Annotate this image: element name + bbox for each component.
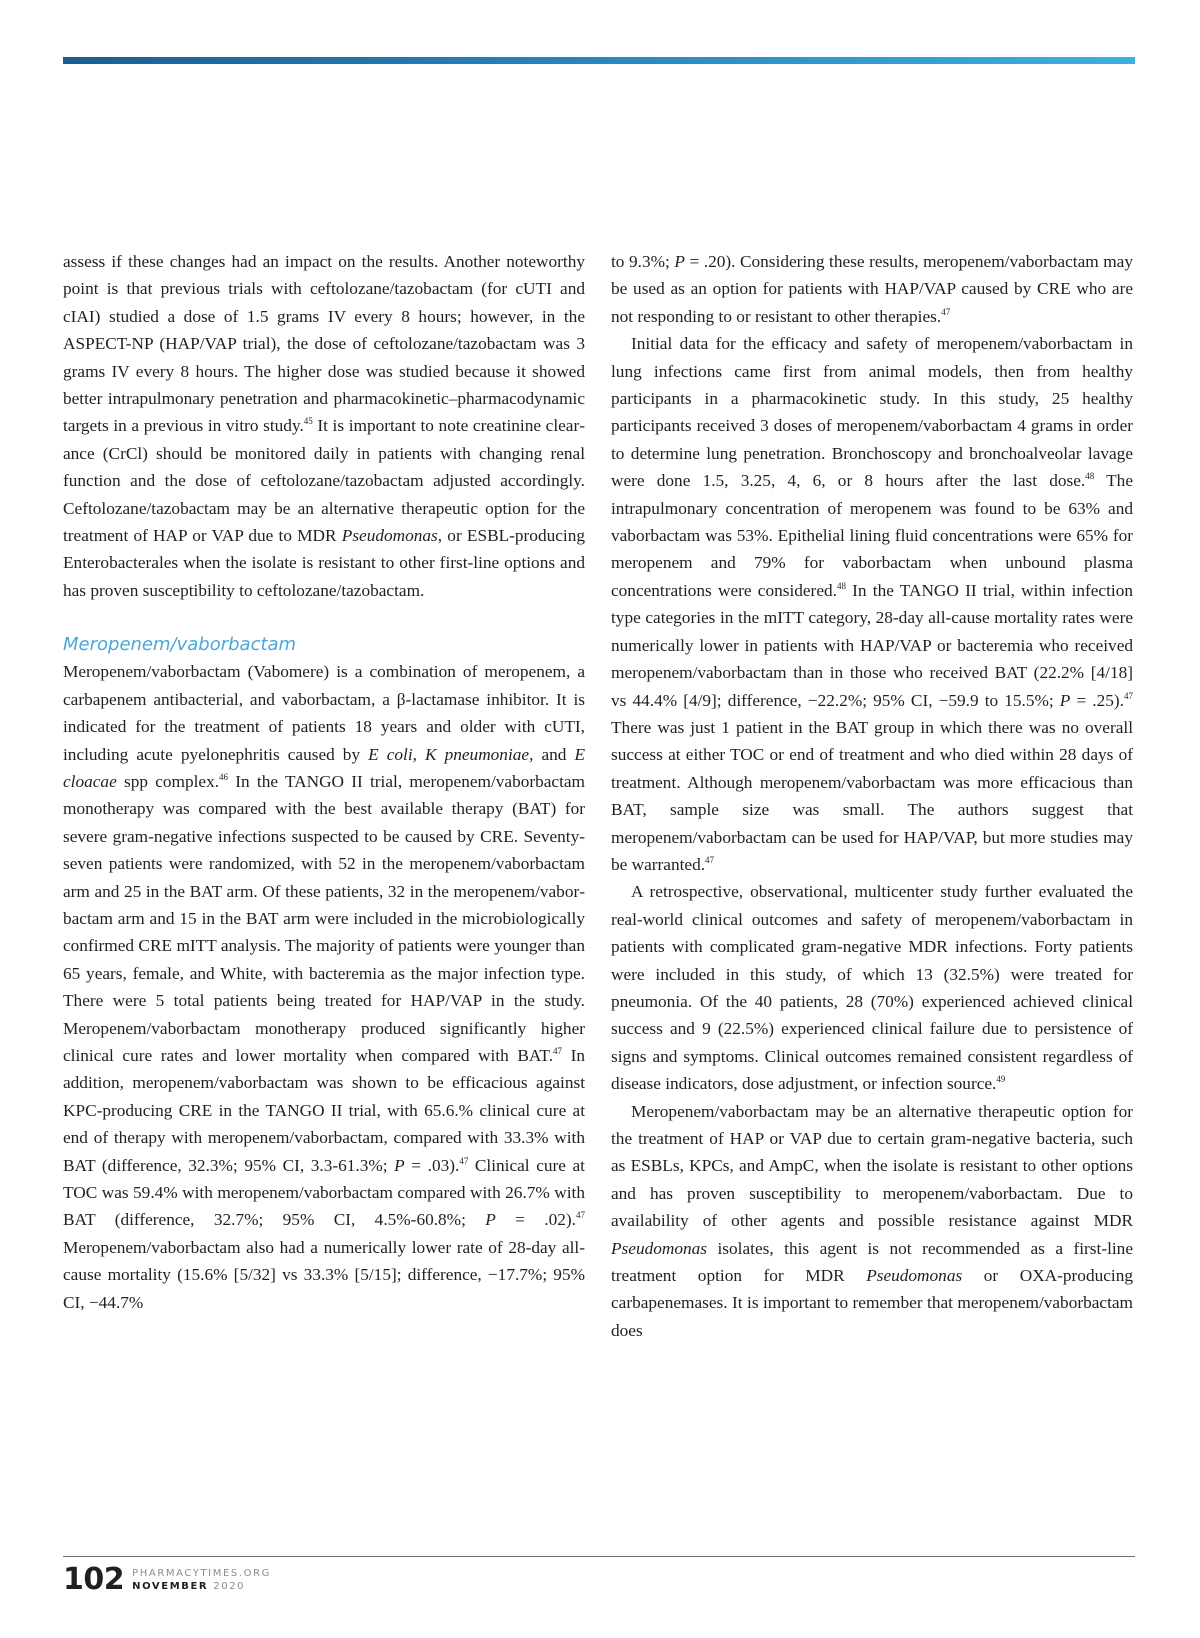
italic-text: E cloacae bbox=[63, 744, 585, 791]
text-run: In addition, meropenem/vaborbactam was shown to be efficacious against KPC-producing CRE in the TANGO II trial, with 65.6.% clinical cure at end of therapy with meropenem/vaborbactam, compared with 33.3% with BAT (difference, 32.3%; 95% CI, 3.3-61.3%; bbox=[63, 1045, 586, 1175]
paragraph bbox=[611, 248, 1133, 330]
reference-superscript: 47 bbox=[705, 854, 715, 865]
text-run: isolates, this agent is not recommended as a first-line treatment option for MDR bbox=[611, 1238, 1133, 1286]
paragraph bbox=[611, 330, 1133, 878]
paragraph bbox=[63, 248, 585, 604]
right-column bbox=[611, 248, 1133, 1344]
text-run: to 9.3%; bbox=[611, 252, 675, 271]
text-run: In the TANGO II trial, meropenem/vaborbactam monotherapy was compared with the best available therapy (BAT) for severe gram-negative infections suspected to be caused by CRE. Seventy-seven patients were randomized, with 52 in the meropenem/vaborbactam arm and 25 in the BAT arm. Of these patients, 32 in the meropenem/vaborbactam arm and 15 in the BAT arm were included in the microbiologically confirmed CRE mITT analysis. The majority of patients were younger than 65 years, female, and White, with bacteremia as the major infection type. There were 5 total patients being treated for HAP/VAP in the study. Meropenem/vaborbactam monotherapy produced significantly higher clinical cure rates and lower mortality when compared with BAT. bbox=[63, 771, 586, 1065]
italic-text: P bbox=[674, 252, 685, 271]
page-footer bbox=[63, 1560, 271, 1600]
text-run: = .20). Considering these results, meropenem/vaborbactam may be used as an option for patients with HAP/VAP caused by CRE who are not responding to or resistant to other therapies. bbox=[611, 252, 1133, 326]
footer-rule bbox=[63, 1556, 1135, 1557]
reference-superscript: 47 bbox=[1124, 690, 1133, 701]
text-run: Meropenem/vaborbactam (Vabomere) is a combination of meropenem, a carbapenem antibacterial, and vaborbactam, a β-lactamase inhibitor. It is indicated for the treatment of patients 18 years and older with cUTI, including acute pyelonephritis caused by bbox=[63, 662, 585, 764]
italic-text: P bbox=[394, 1155, 405, 1175]
issue-date bbox=[132, 1580, 271, 1593]
text-run: = .02). bbox=[495, 1210, 576, 1230]
text-run: A retrospective, observational, multicenter study further evaluated the real-world clinical outcomes and safety of meropenem/vaborbactam in patients with complicated gram-negative MDR infections. Forty patients were included in this study, of which 13 (32.5%) were treated for pneumonia. Of the 40 patients, 28 (70%) experienced achieved clinical success and 9 (22.5%) experienced clinical failure due to persistence of signs and symptoms. Clinical outcomes remained consistent regardless of disease indicators, dose adjustment, or infection source. bbox=[611, 882, 1133, 1094]
reference-superscript: 48 bbox=[836, 580, 846, 591]
italic-text: E coli, K pneumoniae, bbox=[368, 744, 534, 764]
italic-text: P bbox=[1059, 690, 1071, 710]
reference-superscript: 47 bbox=[575, 1210, 585, 1221]
text-run: = .03). bbox=[404, 1155, 460, 1175]
issue-month: NOVEMBER bbox=[132, 1581, 209, 1592]
paragraph bbox=[63, 658, 585, 1316]
reference-superscript: 49 bbox=[996, 1074, 1006, 1085]
section-heading: Meropenem/vaborbactam bbox=[63, 634, 297, 656]
reference-superscript: 46 bbox=[219, 771, 229, 782]
reference-superscript: 45 bbox=[303, 416, 313, 427]
text-run: spp complex. bbox=[116, 771, 220, 791]
text-run: and bbox=[533, 744, 575, 764]
italic-text: Pseudomonas bbox=[341, 526, 438, 546]
text-run: Meropenem/vaborbactam may be an alternative therapeutic option for the treatment of HAP or VAP due to certain gram-negative bacteria, such as ESBLs, KPCs, and AmpC, when the isolate is resistant to other options and has proven susceptibility to meropenem/vaborbactam. Due to availability of other agents and possible resistance against MDR bbox=[611, 1101, 1133, 1231]
publication-info bbox=[132, 1567, 271, 1593]
italic-text: Pseudomonas bbox=[866, 1266, 963, 1286]
text-run: Clinical cure at TOC was 59.4% with meropenem/vaborbactam compared with 26.7% with BAT (difference, 32.7%; 95% CI, 4.5%-60.8%; bbox=[63, 1155, 585, 1230]
paragraph bbox=[611, 1098, 1133, 1345]
reference-superscript: 47 bbox=[941, 306, 951, 317]
text-run: = .25). bbox=[1070, 690, 1124, 710]
italic-text: P bbox=[485, 1210, 496, 1230]
text-run: The intrapulmonary concentration of meropenem was found to be 63% and vaborbactam was 53%. Epithelial lining fluid concentrations were 65% for meropenem and 79% for vaborbactam when unbound plasma concentrations were considered. bbox=[611, 471, 1133, 600]
website-label: PHARMACYTIMES.ORG bbox=[132, 1568, 271, 1579]
top-color-rule bbox=[63, 57, 1135, 64]
text-run: In the TANGO II trial, within infection type categories in the mITT category, 28-day all-cause mortality rates were numerically lower in patients with HAP/VAP or bacteremia who received meropenem/vaborbactam than in those who received BAT (22.2% [4/18] vs 44.4% [4/9]; difference, −22.2%; 95% CI, −59.9 to 15.5%; bbox=[611, 580, 1133, 710]
reference-superscript: 48 bbox=[1085, 471, 1095, 482]
text-run: , or ESBL-producing Enterobacterales when the isolate is resistant to other first-line options and has proven susceptibility to ceftolozane/tazobactam. bbox=[63, 526, 585, 600]
text-run: There was just 1 patient in the BAT group in which there was no overall success at either TOC or end of treatment and who died within 28 days of treatment. Although meropenem/vaborbactam was more efficacious than BAT, sample size was small. The authors suggest that meropenem/vaborbactam can be used for HAP/VAP, but more studies may be warranted. bbox=[611, 717, 1133, 874]
reference-superscript: 47 bbox=[553, 1045, 563, 1056]
issue-year: 2020 bbox=[213, 1581, 246, 1592]
paragraph bbox=[611, 878, 1133, 1097]
left-column bbox=[63, 248, 585, 1316]
text-run: assess if these changes had an impact on the results. Another noteworthy point is that previous trials with ceftolozane/tazobactam (for cUTI and cIAI) studied a dose of 1.5 grams IV every 8 hours; however, in the ASPECT-NP (HAP/VAP trial), the dose of ceftolozane/tazobactam was 3 grams IV every 8 hours. The higher dose was studied because it showed better intrapulmonary penetration and pharmacokinetic–pharmacodynamic targets in a previous in vitro study. bbox=[63, 252, 585, 436]
page-number: 102 bbox=[63, 1562, 125, 1597]
text-run: or OXA-producing carbapenemases. It is important to remember that meropenem/vaborbactam does bbox=[611, 1266, 1133, 1340]
reference-superscript: 47 bbox=[459, 1155, 469, 1166]
italic-text: Pseudomonas bbox=[611, 1238, 708, 1258]
text-run: It is important to note creatinine clearance (CrCl) should be monitored daily in patients with changing renal function and the dose of ceftolozane/tazobactam adjusted accordingly. Ceftolozane/tazobactam may be an alternative therapeutic option for the treatment of HAP or VAP due to MDR bbox=[63, 416, 585, 546]
text-run: Initial data for the efficacy and safety of meropenem/vaborbactam in lung infections came first from animal models, then from healthy participants in a pharmacokinetic study. In this study, 25 healthy participants received 3 doses of meropenem/vaborbactam 4 grams in order to determine lung penetration. Bronchoscopy and bronchoalveolar lavage were done 1.5, 3.25, 4, 6, or 8 hours after the last dose. bbox=[611, 334, 1133, 491]
text-run: Meropenem/vaborbactam also had a numerically lower rate of 28-day all-cause mortality (15.6% [5/32] vs 33.3% [5/15]; difference, −17.7%; 95% CI, −44.7% bbox=[63, 1237, 585, 1312]
